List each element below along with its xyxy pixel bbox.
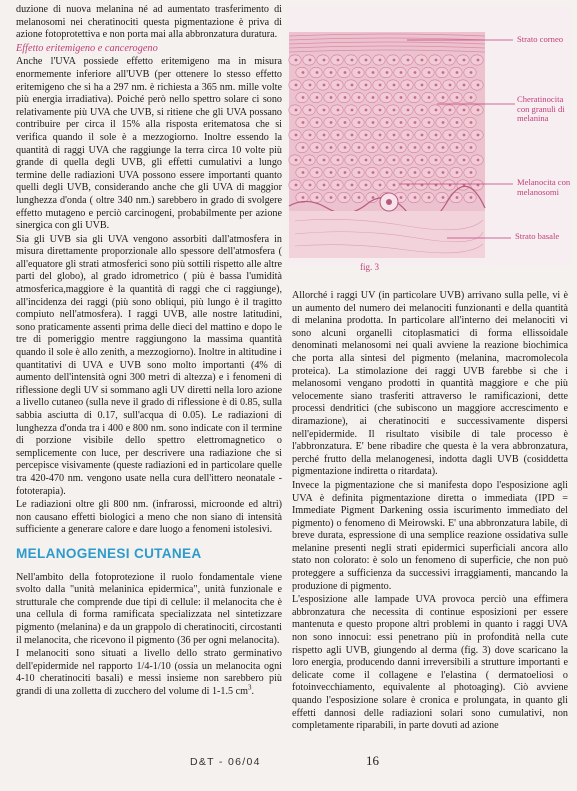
paragraph-atmosfera: Sia gli UVB sia gli UVA vengono assorbiti dall'atmosfera in misura direttamente proporzionale allo spessore dell'atmosfera ( all'equatore gli strati atmosferici sono più sottili rispetto alle altre parti del globo), al grado idrometrico ( più è bassa l'umidità atmosferica,maggiore è la quantità di raggi che ci raggiunge), all'incidenza dei raggi (più sono obliqui, più lungo è il tragitto compiuto nell'atmosfera). I raggi UVB, alle nostre latitudini, sono praticamente assenti prima delle dieci del mattino e dopo le tre di pomeriggio mentre raggiungono la massima quantità quando il sole è allo zenith, a mezzogiorno). Inoltre in altitudine i quantitativi di UVA e UVB sono molto importanti (4% di aumento dell'intensità ogni 300 metri di altezza) e i fenomeni di riflessione degli UV si sommano agli UV diretti nella loro azione a livello cutaneo (sulla neve il grado di riflessione è di 0.85, sulla sabbia asciutta di 0.17, sull'acqua di 0.05). Le radiazioni di lunghezza d'onda tra i 400 e 800 nm. sono indicate con il termine di porzione visibile dello spettro elettromagnetico o semplicemente con luce, per descrivere una radiazione che si percepisce visivamente (queste radiazioni ed in particolare quelle tra 420-470 nm. vengono usate nella cura dell'ittero neonatale - fototerapia). (16, 233, 282, 497)
paragraph-melanociti (16, 648, 282, 698)
label-melanocita: Melanocita con melanosomi (517, 177, 571, 197)
skin-section-illustration (287, 6, 571, 266)
subheading-eritemigeno: Effetto eritemigeno e cancerogeno (16, 42, 158, 54)
label-strato-corneo: Strato corneo (517, 34, 564, 44)
paragraph-unita-melaninica: Nell'ambito della fotoprotezione il ruolo fondamentale viene svolto dalla "unità melaninica epidermica", unità funzionale e strutturale che comprende due tipi di cellule: il melanocita che è una cellula di forma ramificata specializzata nel sintetizzare pigmento (melanina) e da un grappolo di cheratinociti, circostanti il melanocita, che ricevono il pigmento (36 per ogni melanocita). (16, 571, 282, 646)
paragraph-pigmentazione-diretta: Invece la pigmentazione che si manifesta dopo l'esposizione agli UVA è definita pigmentazione diretta o immediata (IPD = Immediate Pigment Darkening ossia iscurimento immediato del pigmento) o fenomeno di Meirowski. E' una abbronzatura labile, di breve durata, espressione di una semplice reazione ossidativa sulle melanine presenti negli strati epidermici superficiali ancora allo stato non colorato: è solo un fenomeno di superficie, che non può proteggere a sufficienza da successivi irraggiamenti, mancando la produzione di pigmento. (292, 479, 568, 592)
paragraph-uva-eritema: Anche l'UVA possiede effetto eritemigeno ma in misura enormemente inferiore all'UVB (per ottenere lo stesso effetto eritemigeno che si ha a 297 nm. è richiesta a 365 nm. mille volte più energia irradiativa). Poiché però nello spettro solare ci sono relativamente più UVA che UVB, si ritiene che gli UVA possano contribuire per circa il 15% alla risposta eritematosa che si verifica quando il sole è a mezzogiorno. Inoltre essendo la quantità di raggi UVA che raggiunge la terra circa 10 volte più grande di quella degli UVB, gli effetti cumulativi a lungo termine delle radiazioni UVA possono essere importanti quanto quelli degli UVB, considerando anche che gli UVA di maggior lunghezza d'onda ( oltre 340 nm.) sarebbero in grado di svolgere effetto mutageno e perciò carcinogeni, probabilmente per azione sinergica con gli UVB. (16, 56, 282, 232)
paragraph-melanociti-text: I melanociti sono situati a livello dello strato germinativo dell'epidermide nel rapporto 1/4-1/10 (ossia un melanocita ogni 4-10 cheratinociti basali) e messi insieme non sarebbero più grandi di una zolletta di zucchero del volume di 1-1.5 cm (16, 648, 282, 697)
figure-caption: fig. 3 (360, 262, 379, 272)
paragraph-intro: duzione di nuova melanina né ad aumentato trasferimento di melanosomi nei cheratinociti questa pigmentazione è priva di azione fotoprotettiva e non porta mai alla abbronzatura duratura. (16, 4, 282, 41)
paragraph-melanociti-end: . (251, 685, 254, 697)
left-column (16, 4, 282, 698)
paragraph-raggi-uv: Allorché i raggi UV (in particolare UVB) arrivano sulla pelle, vi è un aumento del numero dei melanociti funzionanti e della quantità di melanina prodotta. In particolare all'interno dei melanociti vi sono alcuni organelli citoplasmatici di forma ellissoidale denominati melanosomi nei quali avviene la reazione biochimica che porta alla sintesi del pigmento (melanina, macromolecola proteica). La stimolazione dei raggi UVB farebbe sì che i melanosomi vengano prodotti in quantità maggiore e che più velocemente siano trasferiti attraverso le ramificazioni, dette processi dendritici (che subiscono un maggiore accrescimento e diramazione), ai cheratinociti e successivamente dispersi nell'epidermide. Il risultato visibile di tale processo è l'abbronzatura. E' bene ribadire che questa è la vera abbronzatura, perché frutto della melanogenesi, indotta dagli UVB (cosiddetta pigmentazione indiretta o ritardata). (292, 290, 568, 478)
label-strato-basale: Strato basale (515, 231, 560, 241)
skin-layers-figure (287, 6, 571, 266)
superscript-cube: 3 (247, 683, 252, 692)
page-number: 16 (366, 753, 379, 768)
paragraph-lampade-uva: L'esposizione alle lampade UVA provoca perciò una effimera abbronzatura che necessita di continue esposizioni per essere mantenuta e questo propone altri problemi in quanto i raggi UVA non sono innocui: essi penetrano più in profondità nella cute rispetto agli UVB, giungendo al derma (fig. 3) dove scaricano la loro energia, producendo danni irreversibili a strutture importanti e delicate come il collagene e l'elastina ( dermatoeliosi o fotoinvecchiamento, equivalente al photoaging). Ciò avviene quando l'esposizione solare è cronica e prolungata, in quanto gli effetti dannosi delle radiazioni solari sono cumulativi, non completamente riparabili, in parte dovuti ad azione (292, 594, 568, 732)
right-column (292, 290, 568, 733)
journal-footer: D&T - 06/04 (190, 756, 261, 768)
section-title: MELANOGENESI CUTANEA (16, 545, 202, 561)
paragraph-infrarossi: Le radiazioni oltre gli 800 nm. (infrarossi, microonde ed altri) non causano effetti biologici a meno che non siano di intensità sufficiente a generare calore e dare luogo a fenomeni istolesivi. (16, 499, 282, 536)
label-cheratinocita: Cheratinocita con granuli di melanina (517, 94, 565, 124)
